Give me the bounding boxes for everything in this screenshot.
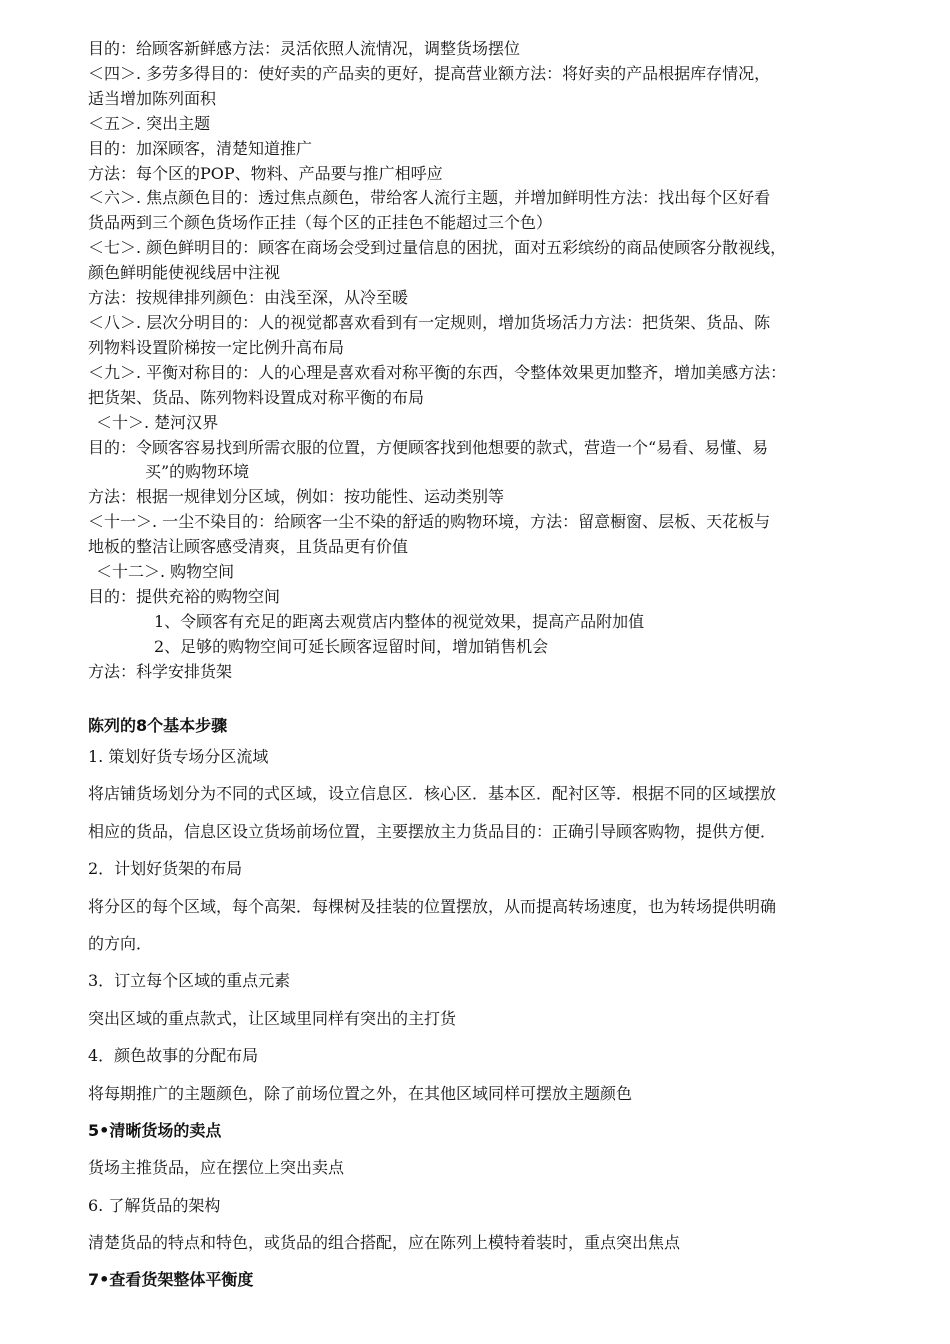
- text-line: 方法：按规律排列颜色：由浅至深，从冷至暖: [88, 288, 409, 308]
- eight-steps-section: [88, 745, 918, 1306]
- text-line: 货品两到三个颜色货场作正挂（每个区的正挂色不能超过三个色）: [88, 213, 553, 233]
- text-line: 目的：提供充裕的购物空间: [88, 586, 281, 606]
- text-line: 目的：给顾客新鲜感方法：灵活依照人流情况，调整货场摆位: [88, 39, 521, 58]
- text-line: 适当增加陈列面积: [88, 88, 217, 108]
- text-line: 买”的购物环境: [145, 462, 250, 482]
- list-item: 2、足够的购物空间可延长顾客逗留时间，增加销售机会: [154, 636, 549, 656]
- text-line: ＜十＞. 楚河汉界: [96, 412, 219, 432]
- text-line: ＜六＞. 焦点颜色目的：透过焦点颜色，带给客人流行主题，并增加鲜明性方法：找出每个区好看: [88, 188, 771, 208]
- step-title: 2．计划好货架的布局: [88, 859, 243, 879]
- text-line: 货场主推货品，应在摆位上突出卖点: [88, 1158, 345, 1178]
- step-title: 6. 了解货品的架构: [88, 1195, 221, 1215]
- step-title: 1. 策划好货专场分区流域: [88, 747, 269, 766]
- text-line: ＜九＞. 平衡对称目的：人的心理是喜欢看对称平衡的东西，令整体效果更加整齐，增加美感方法：: [88, 362, 787, 382]
- list-item: 1、令顾客有充足的距离去观赏店内整体的视觉效果，提高产品附加值: [154, 611, 645, 631]
- text-line: 目的：加深顾客，清楚知道推广: [88, 138, 313, 158]
- text-line: 列物料设置阶梯按一定比例升高布局: [88, 337, 345, 357]
- section-heading: 陈列的8个基本步骤: [88, 716, 228, 735]
- text-line: ＜七＞. 颜色鲜明目的：顾客在商场会受到过量信息的困扰，面对五彩缤纷的商品使顾客分散视线，: [88, 238, 787, 258]
- text-line: 的方向．: [88, 933, 153, 953]
- text-line: ＜四＞. 多劳多得目的：使好卖的产品卖的更好，提高营业额方法：将好卖的产品根据库存情况，: [88, 63, 771, 83]
- text-line: 将店铺货场划分为不同的式区域，设立信息区．核心区．基本区．配衬区等．根据不同的区域摆放: [88, 784, 777, 804]
- text-line: ＜五＞. 突出主题: [88, 113, 211, 133]
- text-line: 相应的货品，信息区设立货场前场位置，主要摆放主力货品目的：正确引导顾客购物，提供方便．: [88, 821, 777, 841]
- text-line: 将分区的每个区域，每个高架．每棵树及挂装的位置摆放，从而提高转场速度，也为转场提供明确: [88, 896, 777, 916]
- text-line: ＜十一＞. 一尘不染目的：给顾客一尘不染的舒适的购物环境，方法：留意橱窗、层板、天花板与: [88, 512, 771, 532]
- text-line: 突出区域的重点款式，让区域里同样有突出的主打货: [88, 1008, 457, 1028]
- step-title: 5•清晰货场的卖点: [88, 1120, 222, 1140]
- text-line: 目的：令顾客容易找到所需衣服的位置，方便顾客找到他想要的款式，营造一个“易看、易懂、易: [88, 437, 769, 457]
- step-title: 3．订立每个区域的重点元素: [88, 971, 291, 991]
- step-title: 7•查看货架整体平衡度: [88, 1270, 254, 1290]
- text-line: 地板的整洁让顾客感受清爽，且货品更有价值: [88, 537, 409, 557]
- text-line: 把货架、货品、陈列物料设置成对称平衡的布局: [88, 387, 425, 407]
- text-line: 颜色鲜明能使视线居中注视: [88, 263, 281, 283]
- text-line: 将每期推广的主题颜色，除了前场位置之外，在其他区域同样可摆放主题颜色: [88, 1083, 633, 1103]
- text-line: 方法：根据一规律划分区域，例如：按功能性、运动类别等: [88, 487, 505, 507]
- text-line: 方法：科学安排货架: [88, 661, 233, 681]
- text-line: ＜十二＞. 购物空间: [96, 562, 235, 582]
- display-principles-section: [88, 37, 918, 685]
- text-line: 方法：每个区的POP、物料、产品要与推广相呼应: [88, 163, 443, 183]
- text-line: ＜八＞. 层次分明目的：人的视觉都喜欢看到有一定规则，增加货场活力方法：把货架、货品、陈: [88, 312, 771, 332]
- step-title: 4．颜色故事的分配布局: [88, 1046, 259, 1066]
- text-line: 清楚货品的特点和特色，或货品的组合搭配，应在陈列上模特着装时，重点突出焦点: [88, 1233, 681, 1253]
